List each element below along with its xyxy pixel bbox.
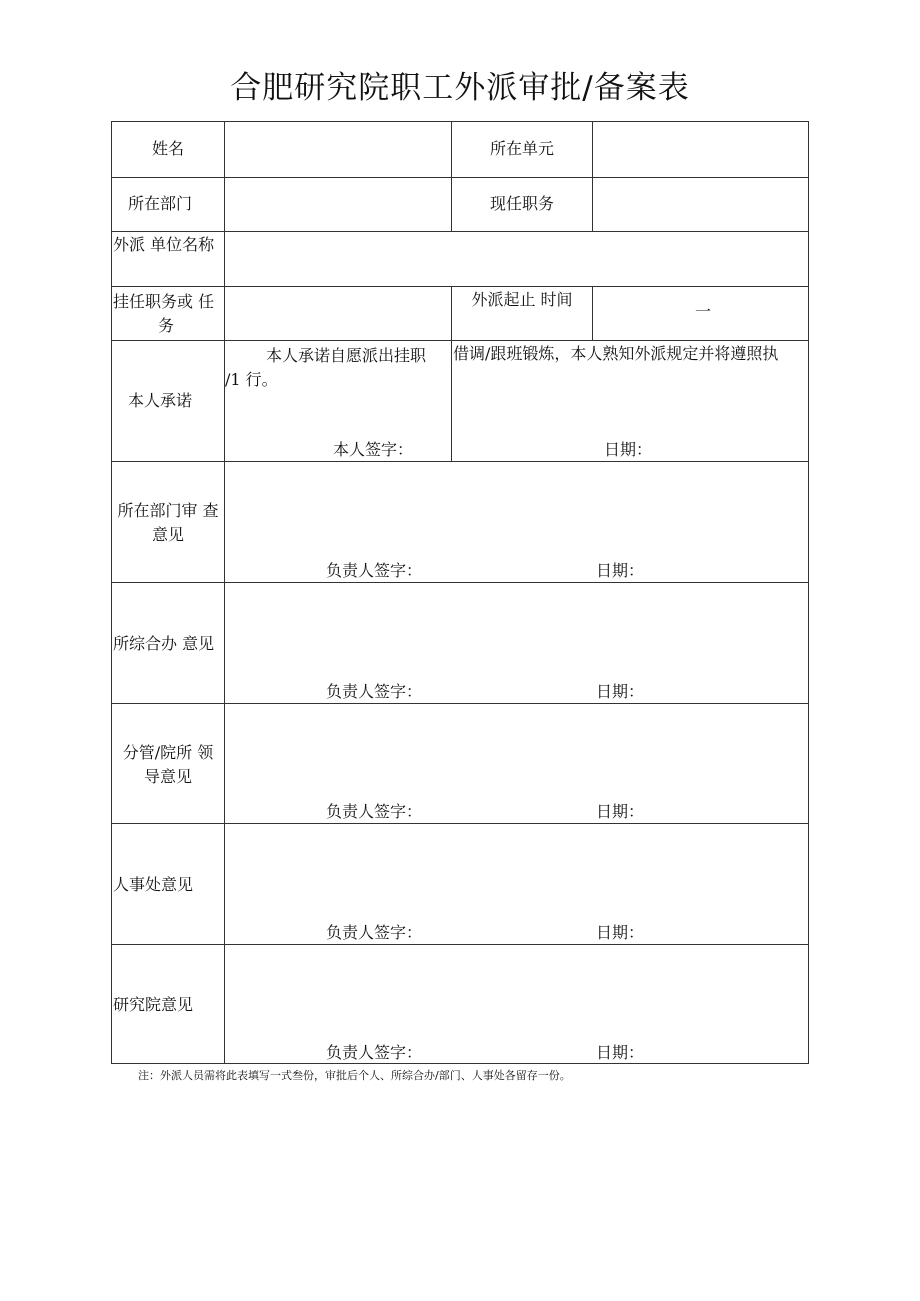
dispatch-period-label: 外派起止 时间: [471, 290, 573, 309]
leader-opinion-label-cont: 导意见: [143, 767, 192, 786]
commitment-text-part1: 本人承诺自愿派出挂职: [266, 346, 427, 365]
row-divider: [112, 703, 808, 704]
commitment-label: 本人承诺: [127, 391, 192, 410]
commitment-date-label[interactable]: 日期：: [604, 440, 653, 459]
admin-office-signer-label[interactable]: 负责人签字：: [326, 682, 423, 701]
institute-signer-label[interactable]: 负责人签字：: [326, 1043, 423, 1062]
leader-signer-label[interactable]: 负责人签字：: [326, 802, 423, 821]
hr-date-label[interactable]: 日期：: [596, 923, 645, 942]
unit-field[interactable]: [593, 123, 807, 177]
destination-unit-field[interactable]: [225, 232, 807, 286]
admin-office-opinion-label: 所综合办 意见: [113, 634, 215, 653]
dept-review-date-label[interactable]: 日期：: [596, 561, 645, 580]
row-divider: [112, 461, 808, 462]
current-position-label: 现任职务: [489, 194, 554, 213]
hr-opinion-label: 人事处意见: [113, 875, 194, 894]
dept-review-label: 所在部门审 查: [117, 501, 219, 520]
row-divider: [112, 823, 808, 824]
row-divider: [112, 340, 808, 341]
dispatch-period-value[interactable]: 一: [695, 302, 712, 321]
institute-date-label[interactable]: 日期：: [596, 1043, 645, 1062]
assigned-post-label-cont: 务: [158, 316, 175, 335]
admin-office-date-label[interactable]: 日期：: [596, 682, 645, 701]
row-divider: [112, 944, 808, 945]
assigned-post-label: 挂任职务或 任: [113, 292, 215, 311]
hr-signer-label[interactable]: 负责人签字：: [326, 923, 423, 942]
department-field[interactable]: [225, 178, 451, 231]
leader-date-label[interactable]: 日期：: [596, 802, 645, 821]
institute-opinion-label: 研究院意见: [113, 995, 194, 1014]
commitment-text-part2: /1 行。: [225, 370, 278, 389]
dept-review-label-cont: 意见: [151, 525, 184, 544]
dept-review-signer-label[interactable]: 负责人签字：: [326, 561, 423, 580]
department-label: 所在部门: [127, 194, 192, 213]
destination-unit-label: 外派 单位名称: [113, 235, 215, 254]
approval-form-table: [111, 121, 809, 1064]
row-divider: [112, 582, 808, 583]
unit-label: 所在单元: [489, 139, 554, 158]
column-divider: [451, 286, 452, 461]
leader-opinion-label: 分管/院所 领: [122, 743, 214, 762]
self-signature-label[interactable]: 本人签字：: [333, 440, 414, 459]
footnote: 注：外派人员需将此表填写一式叁份，审批后个人、所综合办/部门、人事处各留存一份。: [138, 1069, 571, 1082]
name-label: 姓名: [151, 139, 184, 158]
commitment-text-part3: 借调/跟班锻炼，本人熟知外派规定并将遵照执: [453, 344, 779, 363]
current-position-field[interactable]: [593, 178, 807, 231]
name-field[interactable]: [225, 123, 451, 177]
form-title: 合肥研究院职工外派审批/备案表: [230, 70, 690, 106]
column-divider: [592, 286, 593, 340]
assigned-post-field[interactable]: [225, 287, 451, 340]
row-divider: [112, 286, 808, 287]
